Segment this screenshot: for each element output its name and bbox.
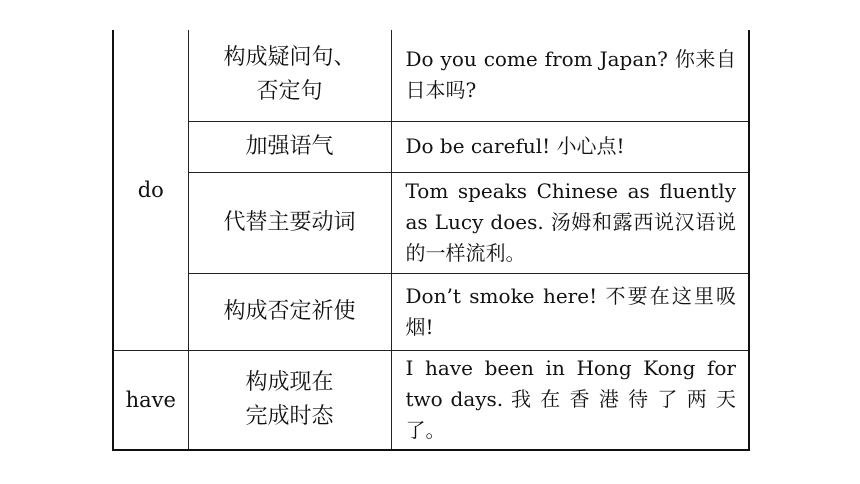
usage-cell (188, 273, 391, 350)
example-cell: Do you come from Japan? 你来自日本吗? (391, 30, 749, 121)
usage-cell (188, 121, 391, 172)
example-cell: I have been in Hong Kong for two days. 我 在 香 港 待 了 两 天了。 (391, 350, 749, 450)
usage-line: 加强语气 (245, 133, 334, 159)
example-cell: Do be careful! 小心点! (391, 121, 749, 172)
table-row (113, 121, 749, 172)
usage-cell (188, 350, 391, 450)
usage-line: 构成疑问句、 (223, 45, 356, 71)
verb-cell-do: do (113, 30, 188, 350)
table-row (113, 350, 749, 450)
usage-cell (188, 30, 391, 121)
verb-cell-have: have (113, 350, 188, 450)
usage-line: 构成现在 (245, 369, 334, 395)
usage-line: 完成时态 (245, 403, 334, 429)
example-cell: Don’t smoke here! 不要在这里吸烟! (391, 273, 749, 350)
table-row (113, 30, 749, 121)
usage-line: 构成否定祈使 (223, 298, 356, 324)
table-row (113, 172, 749, 273)
grammar-table (112, 30, 750, 451)
table-row (113, 273, 749, 350)
usage-line: 否定句 (256, 79, 323, 105)
usage-cell (188, 172, 391, 273)
usage-line: 代替主要动词 (223, 209, 356, 235)
example-cell: Tom speaks Chinese as fluently as Lucy does. 汤姆和露西说汉语说的一样流利。 (391, 172, 749, 273)
